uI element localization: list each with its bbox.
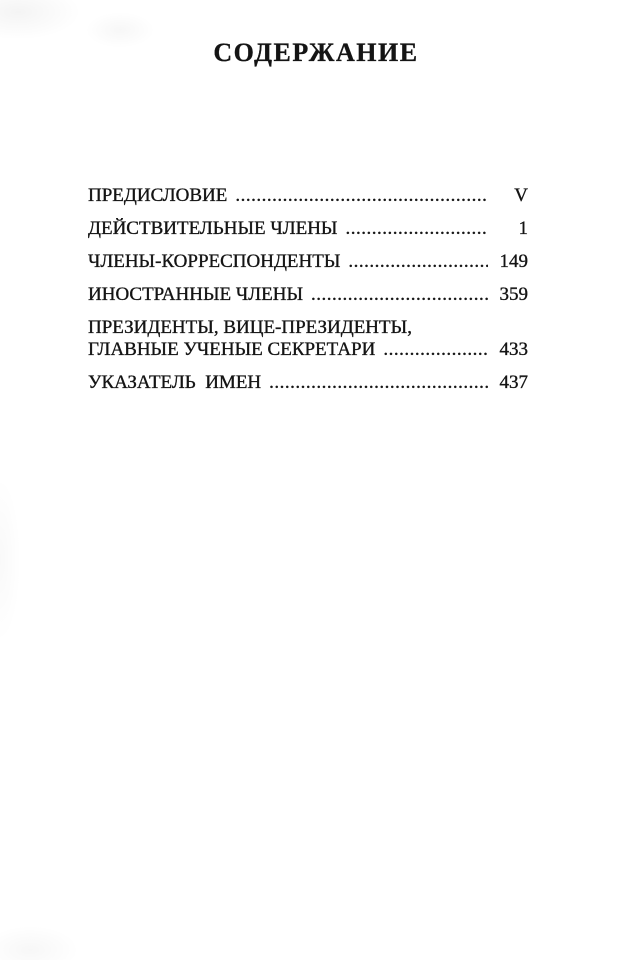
dot-leader — [383, 339, 488, 360]
dot-leader — [235, 185, 488, 206]
toc-list — [0, 185, 632, 394]
page-number: 359 — [499, 284, 528, 305]
toc-entry — [88, 284, 528, 306]
toc-entry-label: ДЕЙСТВИТЕЛЬНЫЕ ЧЛЕНЫ — [88, 218, 338, 239]
dot-leader — [269, 372, 488, 393]
page-title: СОДЕРЖАНИЕ — [213, 38, 419, 67]
page-number: 149 — [499, 251, 528, 272]
toc-entry-label: ПРЕДИСЛОВИЕ — [88, 185, 228, 206]
toc-entry-label: ИНОСТРАННЫЕ ЧЛЕНЫ — [88, 284, 304, 305]
toc-entry — [88, 251, 528, 273]
toc-entry-label-line1: ПРЕЗИДЕНТЫ, ВИЦЕ-ПРЕЗИДЕНТЫ, — [88, 317, 412, 338]
dot-leader — [346, 218, 489, 239]
toc-entry-label: ЧЛЕНЫ-КОРРЕСПОНДЕНТЫ — [88, 251, 341, 272]
page-number: 1 — [518, 218, 528, 239]
page-number: V — [514, 185, 528, 206]
page-number: 437 — [499, 372, 528, 393]
page-number: 433 — [499, 339, 528, 360]
toc-entry — [88, 372, 528, 394]
toc-entry — [88, 185, 528, 207]
toc-entry — [88, 218, 528, 240]
dot-leader — [311, 284, 488, 305]
toc-entry-label: УКАЗАТЕЛЬ ИМЕН — [88, 372, 262, 393]
toc-entry — [88, 317, 528, 361]
toc-entry-label-line2: ГЛАВНЫЕ УЧЕНЫЕ СЕКРЕТАРИ — [88, 339, 376, 360]
dot-leader — [348, 251, 488, 272]
